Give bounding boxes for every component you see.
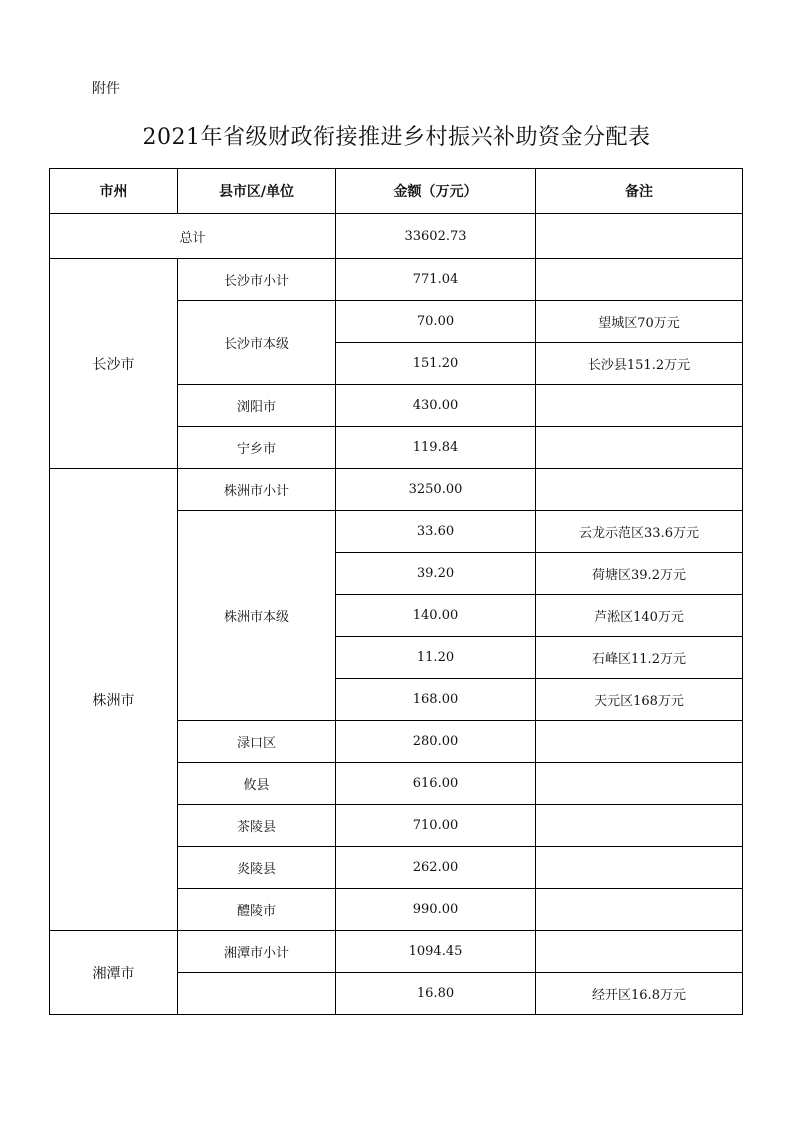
- subtotal-label-changsha: 长沙市小计: [178, 259, 336, 301]
- city-level-zhuzhou: 株洲市本级: [178, 511, 336, 721]
- subtotal-label-xiangtan: 湘潭市小计: [178, 931, 336, 973]
- unit-cell: 宁乡市: [178, 427, 336, 469]
- total-remark: [536, 214, 743, 259]
- amount-cell: 430.00: [336, 385, 536, 427]
- remark-cell: 望城区70万元: [536, 301, 743, 343]
- city-level-changsha: 长沙市本级: [178, 301, 336, 385]
- remark-cell: 云龙示范区33.6万元: [536, 511, 743, 553]
- amount-cell: 151.20: [336, 343, 536, 385]
- amount-cell: 16.80: [336, 973, 536, 1015]
- amount-cell: 262.00: [336, 847, 536, 889]
- remark-cell: [536, 763, 743, 805]
- remark-cell: 经开区16.8万元: [536, 973, 743, 1015]
- amount-cell: 168.00: [336, 679, 536, 721]
- amount-cell: 140.00: [336, 595, 536, 637]
- remark-cell: [536, 469, 743, 511]
- attachment-label: 附件: [92, 81, 120, 97]
- city-xiangtan: 湘潭市: [50, 931, 178, 1015]
- remark-cell: 荷塘区39.2万元: [536, 553, 743, 595]
- header-remark: 备注: [536, 169, 743, 214]
- unit-cell: 醴陵市: [178, 889, 336, 931]
- amount-cell: 616.00: [336, 763, 536, 805]
- header-row: [50, 169, 743, 214]
- city-zhuzhou: 株洲市: [50, 469, 178, 931]
- remark-cell: 芦淞区140万元: [536, 595, 743, 637]
- subtotal-amount-zhuzhou: 3250.00: [336, 469, 536, 511]
- amount-cell: 39.20: [336, 553, 536, 595]
- document-title: 2021年省级财政衔接推进乡村振兴补助资金分配表: [142, 125, 651, 150]
- table-row: [50, 469, 743, 511]
- amount-cell: 990.00: [336, 889, 536, 931]
- unit-cell: 浏阳市: [178, 385, 336, 427]
- remark-cell: [536, 427, 743, 469]
- amount-cell: 33.60: [336, 511, 536, 553]
- unit-cell: 炎陵县: [178, 847, 336, 889]
- table-row: [50, 931, 743, 973]
- remark-cell: [536, 721, 743, 763]
- unit-cell: [178, 973, 336, 1015]
- remark-cell: 天元区168万元: [536, 679, 743, 721]
- allocation-table: [49, 168, 743, 1015]
- remark-cell: 石峰区11.2万元: [536, 637, 743, 679]
- subtotal-amount-xiangtan: 1094.45: [336, 931, 536, 973]
- amount-cell: 119.84: [336, 427, 536, 469]
- remark-cell: [536, 259, 743, 301]
- total-label: 总计: [50, 214, 336, 259]
- amount-cell: 70.00: [336, 301, 536, 343]
- remark-cell: [536, 805, 743, 847]
- remark-cell: 长沙县151.2万元: [536, 343, 743, 385]
- unit-cell: 渌口区: [178, 721, 336, 763]
- header-unit: 县市区/单位: [178, 169, 336, 214]
- remark-cell: [536, 889, 743, 931]
- remark-cell: [536, 847, 743, 889]
- subtotal-label-zhuzhou: 株洲市小计: [178, 469, 336, 511]
- subtotal-amount-changsha: 771.04: [336, 259, 536, 301]
- amount-cell: 280.00: [336, 721, 536, 763]
- unit-cell: 攸县: [178, 763, 336, 805]
- table-row: [50, 259, 743, 301]
- header-city: 市州: [50, 169, 178, 214]
- total-amount: 33602.73: [336, 214, 536, 259]
- remark-cell: [536, 385, 743, 427]
- city-changsha: 长沙市: [50, 259, 178, 469]
- total-row: [50, 214, 743, 259]
- remark-cell: [536, 931, 743, 973]
- header-amount: 金额（万元）: [336, 169, 536, 214]
- amount-cell: 710.00: [336, 805, 536, 847]
- amount-cell: 11.20: [336, 637, 536, 679]
- unit-cell: 茶陵县: [178, 805, 336, 847]
